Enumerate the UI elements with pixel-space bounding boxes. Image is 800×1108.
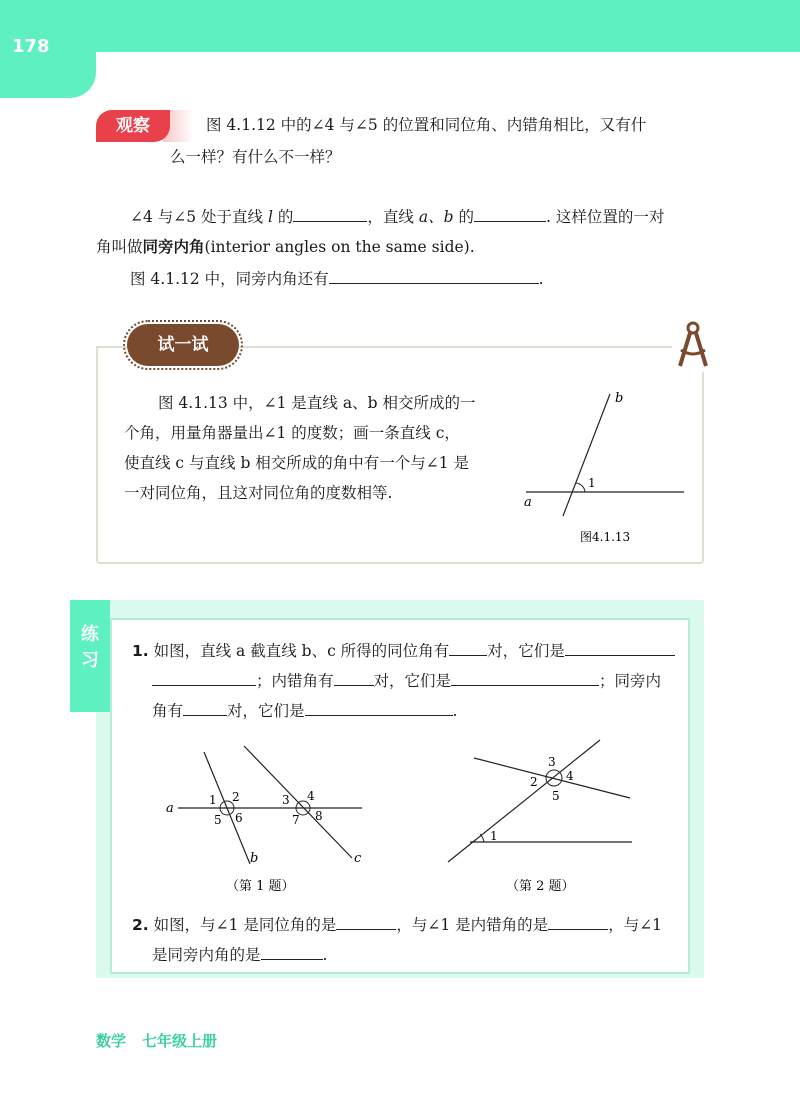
answer-blank[interactable] [334,669,374,686]
angle-4: 4 [566,769,574,783]
angle-2: 2 [530,775,538,789]
fill-text: ，直线 [367,208,414,226]
answer-blank[interactable] [336,913,396,930]
angle-1: 1 [209,793,217,807]
label-a: a [524,495,532,510]
line-c [244,746,352,858]
answer-blank[interactable] [449,639,487,656]
fill-text: 的 [272,208,294,226]
q1-text: ；内错角有 [256,672,334,690]
fill-text: . [538,270,544,288]
answer-blank[interactable] [183,699,227,716]
q2-text: ，与∠1 [608,916,663,934]
fill-sentence-1 [130,202,664,232]
figure-q1 [160,738,380,898]
angle-3: 3 [548,755,556,769]
angle-arc [576,483,585,492]
footer-subject: 数学 [96,1032,127,1050]
angle-1: 1 [490,829,498,843]
fill-text: 图 4.1.12 中，同旁内角还有 [130,270,329,288]
angle-7: 7 [292,813,300,827]
q2-line-1 [132,910,662,940]
label-angle-1: 1 [588,476,596,490]
angle-8: 8 [315,809,323,823]
footer-grade: 七年级上册 [142,1032,218,1050]
q2-line-2 [152,940,327,970]
answer-blank[interactable] [548,913,608,930]
answer-blank[interactable] [474,205,546,222]
practice-tab-text: 练习 [81,624,99,671]
header-band [0,0,800,52]
q2-number: 2. [132,916,149,934]
q2-text: ，与∠1 是内错角的是 [396,916,549,934]
angle-5: 5 [214,813,222,827]
angle-2: 2 [232,790,240,804]
observe-line-1: 图 4.1.12 中的∠4 与∠5 的位置和同位角、内错角相比，又有什 [206,116,647,134]
tryit-line-1: 图 4.1.13 中，∠1 是直线 a、b 相交所成的一 [158,394,476,412]
answer-blank[interactable] [152,669,256,686]
angle-6: 6 [235,811,243,825]
q1-text: 角有 [152,702,184,720]
tryit-line-4: 一对同位角，且这对同位角的度数相等. [124,484,393,502]
transversal [448,740,600,862]
figure-4-1-13 [510,386,700,556]
q1-text: 对，它们是 [227,702,305,720]
fill-sentence-3 [130,264,544,294]
fill-var-l: l [268,208,273,226]
fill-text: (interior angles on the same side). [204,238,475,256]
observe-line-2: 么一样？有什么不一样？ [170,148,341,166]
fill-text: 角叫做 [96,238,143,256]
answer-blank[interactable] [451,669,599,686]
figure-q2 [440,736,640,898]
answer-blank[interactable] [261,943,323,960]
fill-sentence-2 [96,232,475,262]
answer-blank[interactable] [293,205,367,222]
angle-4: 4 [307,789,315,803]
label-b: b [615,391,624,406]
tryit-badge: 试一试 [127,324,239,366]
fill-text: ∠4 与∠5 处于直线 [130,208,264,226]
q1-line-3 [152,696,457,726]
q2-text: 如图，与∠1 是同位角的是 [153,916,337,934]
q1-line-1 [132,636,675,666]
angle-5: 5 [552,789,560,803]
q1-text: . [452,702,458,720]
tryit-line-2: 个角，用量角器量出∠1 的度数；画一条直线 c， [124,424,460,442]
label-a: a [166,801,174,816]
q2-text: 是同旁内角的是 [152,946,261,964]
footer [96,1030,233,1051]
fill-text: . 这样位置的一对 [545,208,665,226]
q1-text: ；同旁内 [599,672,662,690]
label-c: c [354,851,362,866]
answer-blank[interactable] [565,639,675,656]
answer-blank[interactable] [305,699,453,716]
term-interior-angles: 同旁内角 [142,238,205,256]
q1-number: 1. [132,642,149,660]
q1-text: 对，它们是 [373,672,452,690]
label-b: b [250,851,259,866]
fill-text: 的 [453,208,474,226]
tryit-line-3: 使直线 c 与直线 b 相交所成的角中有一个与∠1 是 [124,454,470,472]
practice-tab-label [70,622,110,674]
fill-var-ab: a、b [418,208,454,226]
page-number: 178 [12,36,50,57]
q1-text: 对，它们是 [487,642,565,660]
q1-line-2 [152,666,661,696]
figure-caption: 图4.1.13 [580,530,631,544]
observe-badge: 观察 [96,110,170,142]
figure-q1-caption: （第 1 题） [226,879,295,894]
line-b [563,394,610,516]
compass-icon [672,320,714,372]
figure-q2-caption: （第 2 题） [506,879,575,894]
angle-3: 3 [282,793,290,807]
q1-text: 如图，直线 a 截直线 b、c 所得的同位角有 [153,642,450,660]
q2-text: . [322,946,328,964]
answer-blank[interactable] [329,267,539,284]
